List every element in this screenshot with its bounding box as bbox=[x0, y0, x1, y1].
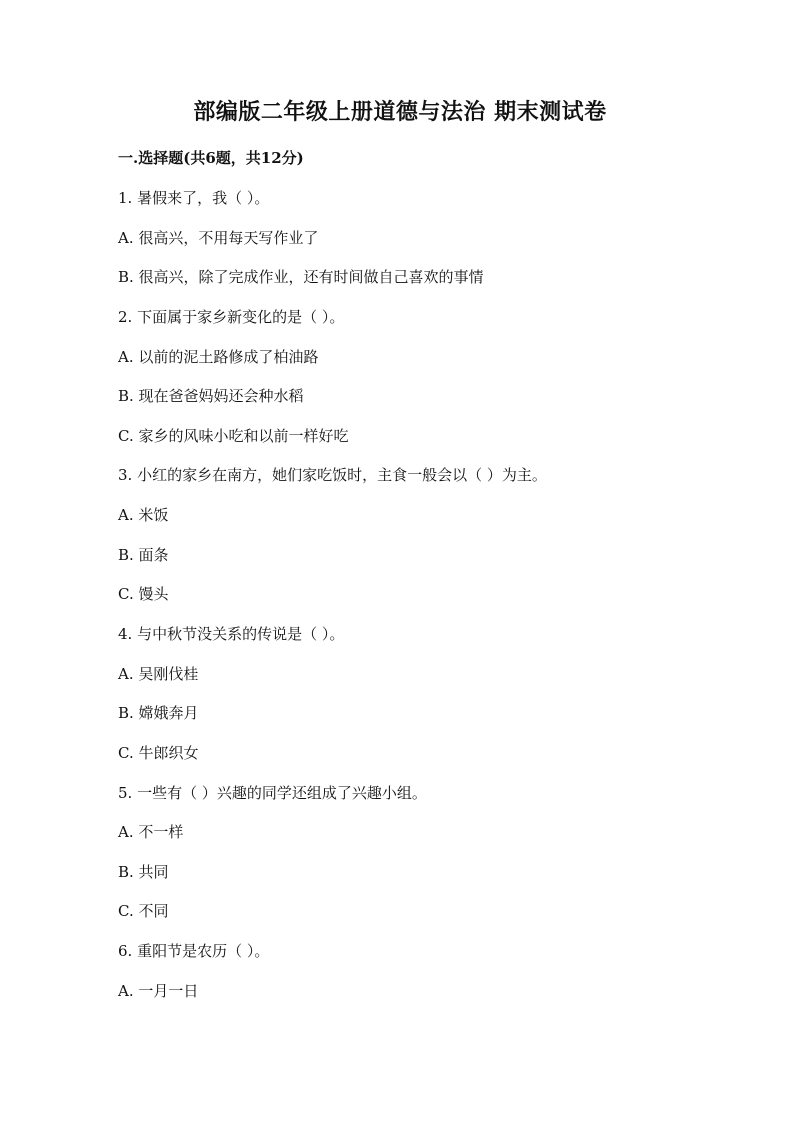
question-5-option-b: B. 共同 bbox=[118, 863, 169, 881]
exam-title: 部编版二年级上册道德与法治 期末测试卷 bbox=[193, 99, 607, 125]
question-5: 5. 一些有（ ）兴趣的同学还组成了兴趣小组。 bbox=[118, 784, 427, 802]
question-2-option-b: B. 现在爸爸妈妈还会种水稻 bbox=[118, 387, 304, 405]
question-3-option-a: A. 米饭 bbox=[118, 506, 169, 524]
question-4: 4. 与中秋节没关系的传说是（ ）。 bbox=[118, 625, 345, 643]
question-5-option-a: A. 不一样 bbox=[118, 823, 184, 841]
question-3: 3. 小红的家乡在南方，她们家吃饭时，主食一般会以（ ）为主。 bbox=[118, 466, 547, 484]
question-2: 2. 下面属于家乡新变化的是（ ）。 bbox=[118, 308, 345, 326]
question-3-option-b: B. 面条 bbox=[118, 546, 169, 564]
question-2-option-c: C. 家乡的风味小吃和以前一样好吃 bbox=[118, 427, 349, 445]
question-1: 1. 暑假来了，我（ ）。 bbox=[118, 189, 270, 207]
question-4-option-b: B. 嫦娥奔月 bbox=[118, 704, 199, 722]
section-heading: 一.选择题(共6题，共12分) bbox=[118, 149, 304, 167]
question-4-option-a: A. 吴刚伐桂 bbox=[118, 665, 199, 683]
question-1-option-b: B. 很高兴，除了完成作业，还有时间做自己喜欢的事情 bbox=[118, 268, 484, 286]
question-4-option-c: C. 牛郎织女 bbox=[118, 744, 199, 762]
question-6-option-a: A. 一月一日 bbox=[118, 982, 199, 1000]
question-2-option-a: A. 以前的泥土路修成了柏油路 bbox=[118, 348, 319, 366]
question-5-option-c: C. 不同 bbox=[118, 902, 169, 920]
question-3-option-c: C. 馒头 bbox=[118, 585, 169, 603]
question-6: 6. 重阳节是农历（ ）。 bbox=[118, 942, 270, 960]
question-1-option-a: A. 很高兴，不用每天写作业了 bbox=[118, 229, 319, 247]
